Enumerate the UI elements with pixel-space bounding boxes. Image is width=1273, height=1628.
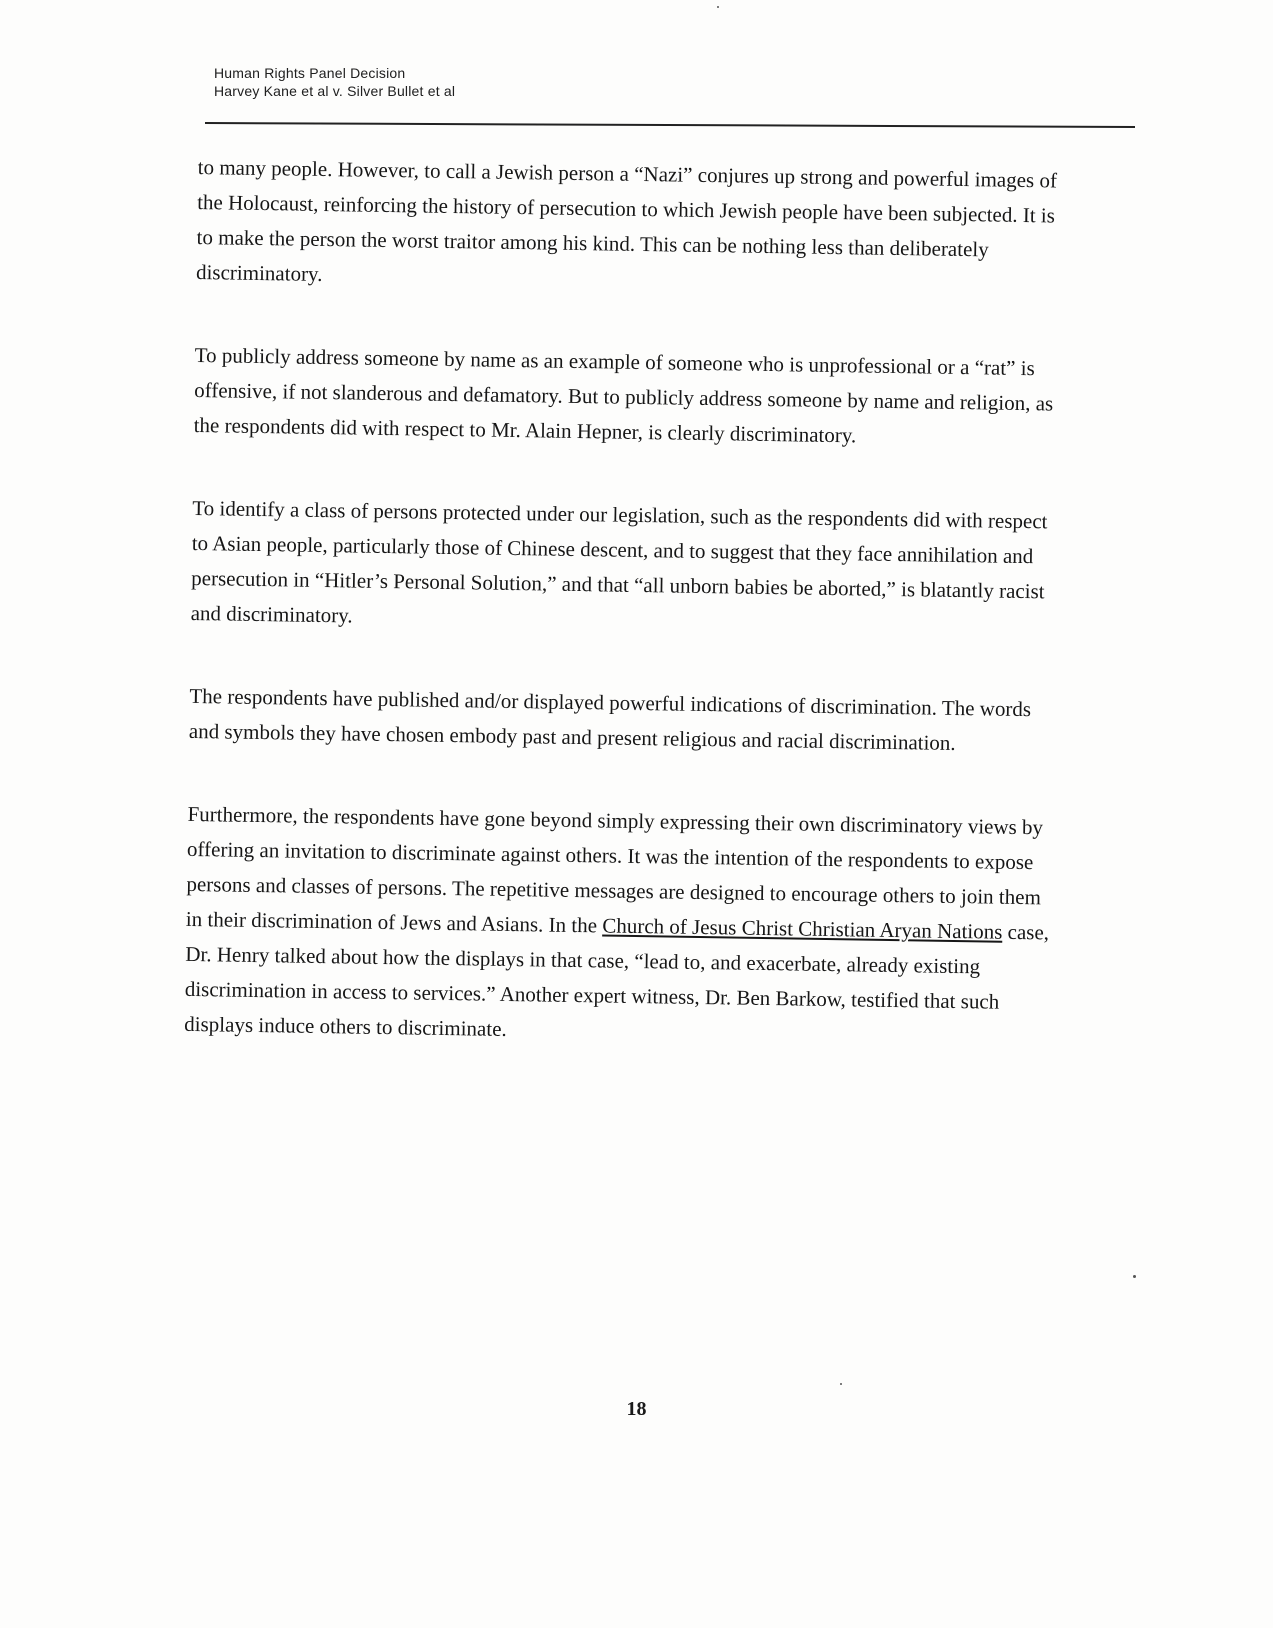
paragraph-5 [184, 797, 1058, 1056]
paragraph-4: The respondents have published and/or displayed powerful indications of discrimination. The words and symbols they have chosen embody past and present religious and racial discrimination. [188, 683, 1032, 755]
case-citation: Church of Jesus Christ Christian Aryan Nations [602, 913, 1003, 944]
page-number: 18 [626, 1398, 647, 1420]
paragraph-2: To publicly address someone by name as an example of someone who is unprofessional or a “rat” is offensive, if not slanderous and defamatory. But to publicly address someone by name and religion, as the respondents did with respect to Mr. Alain Hepner, is clearly discriminatory. [193, 342, 1054, 448]
scan-speck [1133, 1275, 1136, 1278]
paragraph-1: to many people. However, to call a Jewish person a “Nazi” conjures up strong and powerful images of the Holocaust, reinforcing the history of persecution to which Jewish people have been subjected. It is to make the person the worst traitor among his kind. This can be nothing less than deliberately discriminatory. [195, 154, 1058, 286]
paragraph-5-text-before: Furthermore, the respondents have gone beyond simply expressing their own discriminatory views by offering an invitation to discriminate against others. It was the intention of the respondents to expose persons and classes of persons. The repetitive messages are designed to encourage others to join them in their discrimination of Jews and Asians. In the [185, 801, 1044, 938]
body-text [183, 150, 1068, 1104]
running-header [214, 64, 455, 100]
paragraph-5-text-after: case, Dr. Henry talked about how the displays in that case, “lead to, and exacerbate, already existing discrimination in access to services.” Another expert witness, Dr. Ben Barkow, testified that such displays induce others to discriminate. [184, 919, 1050, 1041]
paragraph-3: To identify a class of persons protected under our legislation, such as the respondents did with respect to Asian people, particularly those of Chinese descent, and to suggest that they face annihilation and persecution in “Hitler’s Personal Solution,” and that “all unborn babies be aborted,” is blatantly racist and discriminatory. [190, 495, 1048, 628]
scan-speck [840, 1383, 842, 1385]
scan-speck [717, 6, 719, 8]
header-title: Human Rights Panel Decision [214, 65, 406, 81]
header-rule [205, 122, 1135, 128]
header-case-name: Harvey Kane et al v. Silver Bullet et al [214, 83, 456, 99]
